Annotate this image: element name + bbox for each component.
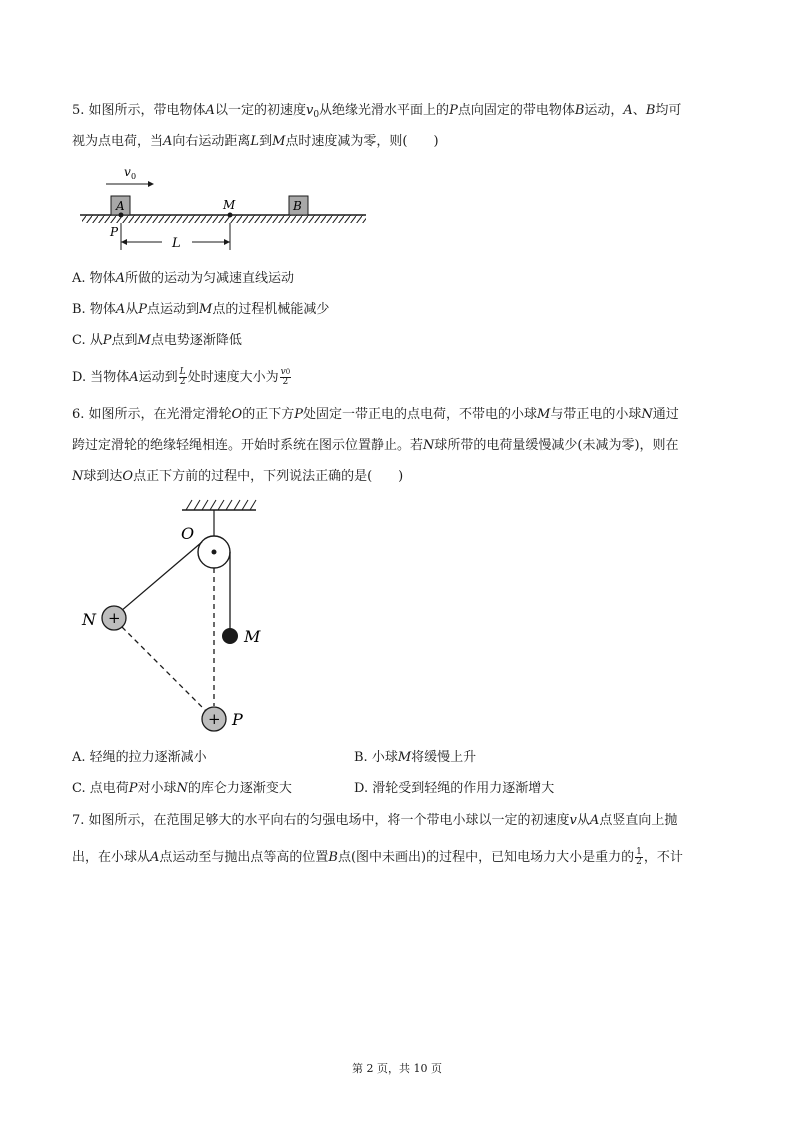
q5-fig-label-m: M [223, 198, 236, 212]
q6-stem-line3: N球到达O点正下方前的过程中，下列说法正确的是( ) [72, 469, 404, 484]
q5-fig-dim-left-arrowhead [121, 239, 127, 245]
q5-option-d: D. 当物体A运动到 $\frac{L}{2}$ 处时速度大小为 $\frac{v0}{2}$ [72, 367, 291, 387]
q5-fig-label-p: P [110, 225, 119, 239]
q6-option-c: C. 点电荷P对小球N的库仑力逐渐变大 [72, 781, 292, 796]
q5-fig-v-sub: 0 [131, 172, 137, 181]
q6-fig-ball-m [222, 628, 238, 644]
q6-fig-pulley-axle [212, 550, 217, 555]
q5-option-a: A. 物体A所做的运动为匀减速直线运动 [72, 271, 295, 286]
q5-fig-point-m [228, 213, 233, 218]
q6-fig-label-p: P [232, 710, 243, 729]
q6-fig-label-m: M [244, 627, 261, 646]
q5-option-c: C. 从P点到M点电势逐渐降低 [72, 333, 242, 348]
q5-fig-label-a: A [116, 199, 125, 213]
q6-fig-label-o: O [181, 524, 195, 543]
q6-fig-label-n: N [82, 610, 96, 629]
q5-fig-v-label: v [124, 165, 131, 179]
page-footer: 第 2 页，共 10 页 [352, 1062, 442, 1075]
q5-option-b: B. 物体A从P点运动到M点的过程机械能减少 [72, 302, 330, 317]
q5-fig-label-l: L [172, 236, 181, 251]
q6-figure [74, 494, 284, 740]
q6-fig-dashed-np [122, 627, 206, 711]
q6-fig-ceiling-hatch [186, 500, 256, 510]
q5-fig-ground-hatch [82, 215, 366, 223]
q6-option-d: D. 滑轮受到轻绳的作用力逐渐增大 [354, 781, 555, 796]
q6-fig-rope-to-n [114, 542, 202, 617]
q6-option-a: A. 轻绳的拉力逐渐减小 [72, 750, 207, 765]
q6-fig-plus-p: + [208, 710, 221, 728]
q6-stem-line2: 跨过定滑轮的绝缘轻绳相连。开始时系统在图示位置静止。若N球所带的电荷量缓慢减少(未减为零)，则在 [72, 438, 679, 453]
q7-frac-one-half: $\frac{1}{2}$ [636, 847, 642, 867]
q5-stem-line2: 视为点电荷，当A向右运动距离L到M点时速度减为零，则( ) [72, 134, 439, 149]
q6-stem-line1: 6. 如图所示，在光滑定滑轮O的正下方P处固定一带正电的点电荷，不带电的小球M与带正电的小球N通过 [72, 407, 679, 422]
q7-stem-line2: 出，在小球从A点运动至与抛出点等高的位置B点(图中未画出)的过程中，已知电场力大小是重力的 $\frac{1}{2}$ ，不计 [72, 847, 683, 867]
q6-option-b: B. 小球M将缓慢上升 [354, 750, 477, 765]
q5-option-d-frac-l2: $\frac{L}{2}$ [179, 367, 186, 387]
q5-fig-dim-right-arrowhead [224, 239, 230, 245]
q5-stem-line1: 5. 如图所示，带电物体A以一定的初速度$v_0$从绝缘光滑水平面上的P点向固定的带电物体B运动，A、B均可 [72, 103, 682, 120]
q5-fig-velocity-arrowhead [148, 181, 154, 187]
q5-figure [74, 160, 374, 252]
q5-fig-label-b: B [293, 199, 302, 213]
q5-option-d-frac-v02: $\frac{v0}{2}$ [280, 367, 291, 387]
q7-stem-line1: 7. 如图所示，在范围足够大的水平向右的匀强电场中，将一个带电小球以一定的初速度v从A点竖直向上抛 [72, 813, 678, 828]
q5-fig-point-p [119, 213, 124, 218]
q6-fig-plus-n: + [108, 609, 121, 627]
